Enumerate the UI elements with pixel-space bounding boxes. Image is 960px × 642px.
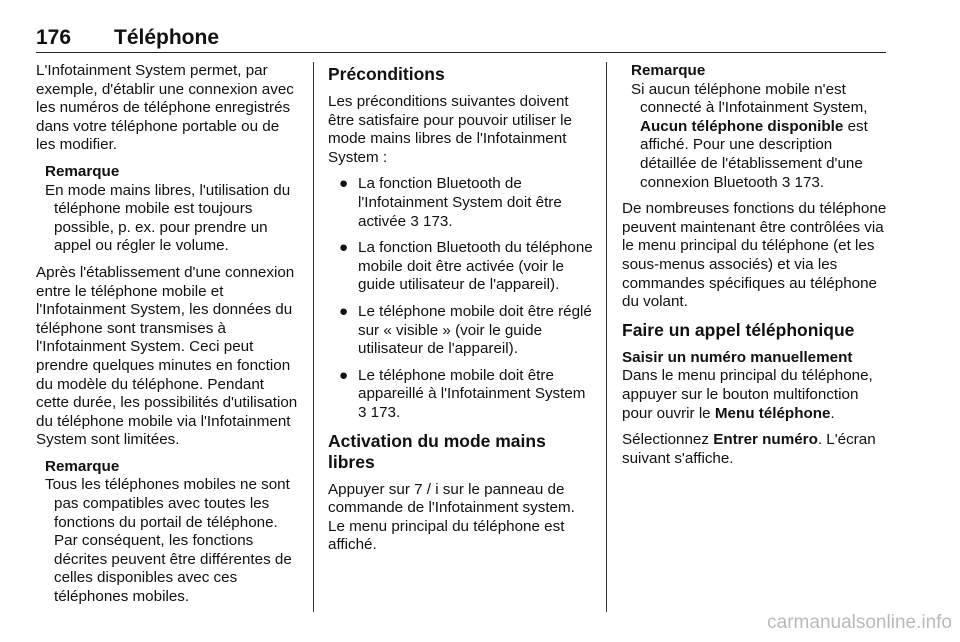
column-1 xyxy=(36,62,300,615)
activation-paragraph: Appuyer sur 7 / i sur le panneau de commande de l'Infotainment system. Le menu principal du téléphone est affiché. xyxy=(328,480,575,554)
column-2 xyxy=(328,62,594,563)
list-item: ● Le téléphone mobile doit être appareillé à l'Infotainment System 3 173. xyxy=(339,366,586,421)
bullet-icon: ● xyxy=(339,239,349,257)
connection-paragraph: Après l'établissement d'une connexion entre le téléphone mobile et l'Infotainment System, les données du téléphone sont transmises à l'Infotainment System. Ceci peut prendre quelques minutes en fonction du modèle du téléphone. Pendant cette durée, les possibilités d'utilisation du téléphone mobile via l'Infotainment System sont limitées. xyxy=(36,263,298,449)
note-title: Remarque xyxy=(45,457,120,475)
list-item: ● La fonction Bluetooth du téléphone mobile doit être activée (voir le guide utilisateur de l'appareil). xyxy=(339,239,593,294)
column-divider-1 xyxy=(313,62,314,612)
note-text: En mode mains libres, l'utilisation du téléphone mobile est toujours possible, p. ex. pour prendre un appel ou régler le volume. xyxy=(45,181,291,255)
note-no-phone xyxy=(631,62,888,192)
preconditions-intro: Les préconditions suivantes doivent être satisfaire pour pouvoir utiliser le mode mains libres de l'Infotainment System : xyxy=(328,93,572,166)
bullet-icon: ● xyxy=(339,175,349,193)
note-title: Remarque xyxy=(45,162,120,180)
functions-paragraph: De nombreuses fonctions du téléphone peuvent maintenant être contrôlées via le menu principal du téléphone (et les sous-menus associés) et via les commandes spécifiques au téléphone du volant. xyxy=(622,200,887,311)
heading-activation: Activation du mode mains libres xyxy=(328,430,546,472)
note-title: Remarque xyxy=(631,62,706,79)
list-item: ● La fonction Bluetooth de l'Infotainment System doit être activée 3 173. xyxy=(339,175,562,230)
preconditions-list xyxy=(328,175,594,422)
note-text: Tous les téléphones mobiles ne sont pas compatibles avec toutes les fonctions du portail de téléphone. Par conséquent, les fonctions décrites peuvent être différentes de celles disponibles avec ces téléphones mobiles. xyxy=(45,476,292,606)
note-handsfree xyxy=(45,163,300,256)
watermark: carmanualsonline.info xyxy=(767,612,952,633)
note-text: Si aucun téléphone mobile n'est connecté à l'Infotainment System, Aucun téléphone disponible est affiché. Pour une description détaillée de l'établissement d'une connexion Bluetooth 3 173. xyxy=(631,80,868,191)
page-number: 176 xyxy=(36,26,72,49)
list-item: ● Le téléphone mobile doit être réglé sur « visible » (voir le guide utilisateur de l'appareil). xyxy=(339,302,592,358)
heading-make-call: Faire un appel téléphonique xyxy=(622,319,855,340)
page-title: Téléphone xyxy=(114,26,220,49)
enter-number-paragraph: Sélectionnez Entrer numéro. L'écran suivant s'affiche. xyxy=(622,431,876,467)
manual-number-paragraph: Dans le menu principal du téléphone, appuyer sur le bouton multifonction pour ouvrir le Menu téléphone. xyxy=(622,367,873,422)
bullet-icon: ● xyxy=(339,366,349,384)
header-rule xyxy=(36,52,886,53)
column-3 xyxy=(622,62,888,476)
note-compatibility xyxy=(45,458,300,607)
bullet-icon: ● xyxy=(339,302,349,320)
heading-preconditions: Préconditions xyxy=(328,64,445,84)
subheading-manual-number: Saisir un numéro manuellement xyxy=(622,348,853,366)
intro-paragraph: L'Infotainment System permet, par exemple, d'établir une connexion avec les numéros de téléphone enregistrés dans votre téléphone portable ou de les modifier. xyxy=(36,62,294,154)
column-divider-2 xyxy=(606,62,607,612)
